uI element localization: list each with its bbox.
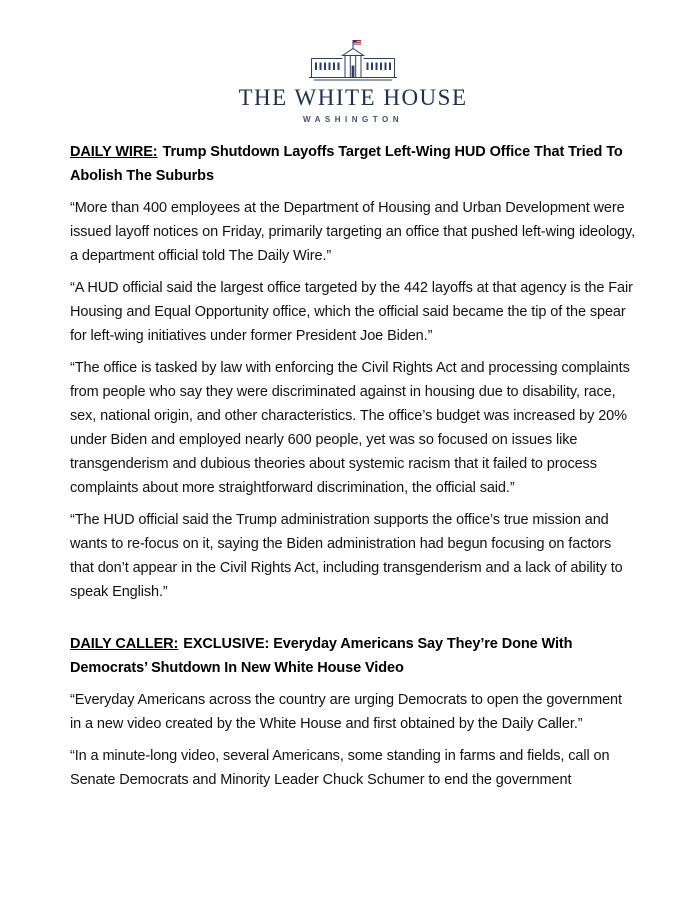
body-paragraph: “The office is tasked by law with enforcing the Civil Rights Act and processing complaints from people who say they were discriminated against in housing due to disability, race, sex, national origin, and other characteristics. The office’s budget was increased by 20% under Biden and employed nearly 600 people, yet was so focused on issues like transgenderism and dubious theories about systemic racism that it failed to process complaints about more straightforward discrimination, the official said.” — [70, 360, 630, 496]
news-section-daily-caller — [70, 632, 636, 792]
headline-text: EXCLUSIVE: Everyday Americans Say They’re Done With Democrats’ Shutdown In New White House Video — [70, 636, 573, 676]
body-paragraph: “More than 400 employees at the Department of Housing and Urban Development were issued layoff notices on Friday, primarily targeting an office that pushed left-wing ideology, a department official told The Daily Wire.” — [70, 200, 636, 264]
section-headline — [70, 140, 636, 188]
letterhead-subtitle: WASHINGTON — [303, 115, 403, 124]
body-paragraph: “The HUD official said the Trump administration supports the office’s true mission and wants to re-focus on it, saying the Biden administration had begun focusing on factors that don’t appear in the Civil Rights Act, including transgenderism and a lack of ability to speak English.” — [70, 512, 623, 600]
headline-text: Trump Shutdown Layoffs Target Left-Wing HUD Office That Tried To Abolish The Suburbs — [70, 144, 623, 184]
news-section-daily-wire — [70, 140, 636, 604]
white-house-building-icon — [305, 38, 401, 84]
source-label: DAILY WIRE: — [70, 144, 158, 160]
white-house-letterhead — [70, 38, 636, 126]
body-paragraph: “In a minute-long video, several Americans, some standing in farms and fields, call on Senate Democrats and Minority Leader Chuck Schumer to end the government — [70, 748, 610, 788]
body-paragraph: “A HUD official said the largest office targeted by the 442 layoffs at that agency is the Fair Housing and Equal Opportunity office, which the official said became the tip of the spear for left-wing initiatives under former President Joe Biden.” — [70, 280, 633, 344]
letterhead-title: THE WHITE HOUSE — [238, 85, 468, 110]
section-headline — [70, 632, 636, 680]
body-paragraph: “Everyday Americans across the country are urging Democrats to open the government in a new video created by the White House and first obtained by the Daily Caller.” — [70, 692, 622, 732]
source-label: DAILY CALLER: — [70, 636, 179, 652]
